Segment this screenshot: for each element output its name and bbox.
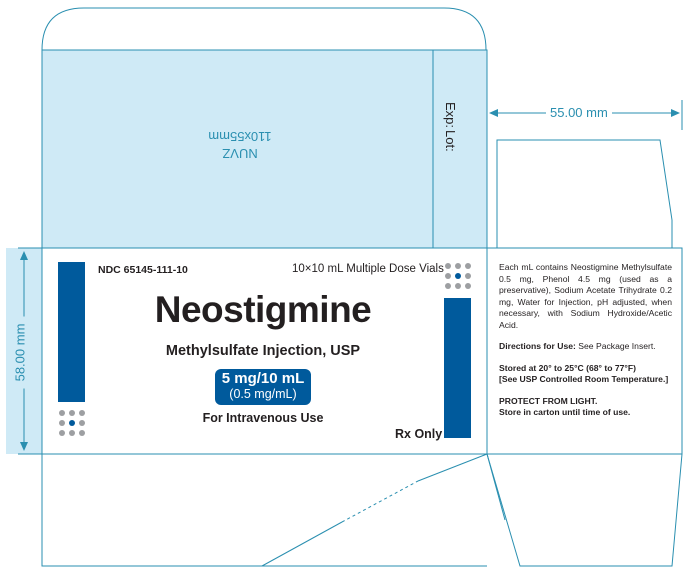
top-flap-code-line2: 110x55mm — [208, 129, 272, 144]
side-panel-text — [499, 262, 672, 429]
width-arrow-right — [671, 109, 680, 117]
protect-line1: PROTECT FROM LIGHT. — [499, 395, 598, 406]
height-dimension-label: 58.00 mm — [13, 317, 28, 389]
directions-label: Directions for Use: — [499, 341, 576, 351]
width-arrow-left — [489, 109, 498, 117]
top-flap-code-line1: NUVZ — [222, 146, 258, 161]
bottom-tuck-slant-end — [418, 454, 487, 481]
right-blue-bar — [444, 298, 471, 438]
strength-box — [215, 369, 311, 405]
side-bottom-diagonal — [487, 454, 505, 520]
storage-line1: Stored at 20° to 25°C (68° to 77°F) — [499, 362, 636, 373]
concentration: (0.5 mg/mL) — [229, 387, 297, 401]
rx-only: Rx Only — [395, 427, 443, 441]
storage — [499, 363, 672, 386]
left-dot-grid — [59, 410, 85, 436]
bottom-tuck-slant — [262, 522, 342, 566]
side-top-dust-flap — [497, 140, 672, 248]
exp-label: Exp: — [443, 102, 458, 129]
generic-name: Methylsulfate Injection, USP — [165, 343, 361, 359]
top-tuck-tab — [42, 8, 486, 50]
brand-name: Neostigmine — [154, 289, 372, 330]
route-of-administration: For Intravenous Use — [202, 411, 324, 425]
bottom-flap-outline — [42, 454, 487, 566]
ingredients: Each mL contains Neostigmine Methylsulfate 0.5 mg, Phenol 4.5 mg (used as a preservative), Sodium Acetate Trihydrate 0.2 mg, Water for Injection, pH adjusted, when necessary, with Sodium Hydroxide/Acetic Acid. — [499, 262, 672, 330]
strength: 5 mg/10 mL — [221, 370, 305, 387]
protect — [499, 396, 672, 419]
left-blue-bar — [58, 262, 85, 402]
storage-line2: [See USP Controlled Room Temperature.] — [499, 374, 669, 384]
lot-label: Lot: — [443, 130, 458, 152]
directions — [499, 341, 672, 353]
pack-size: 10×10 mL Multiple Dose Vials — [292, 263, 444, 275]
right-dot-grid — [445, 263, 471, 289]
top-flap-code — [150, 128, 330, 162]
ndc-number: NDC 65145-111-10 — [98, 264, 188, 276]
bottom-tuck-perforation — [342, 481, 418, 522]
directions-text: See Package Insert. — [578, 341, 656, 351]
width-dimension-label: 55.00 mm — [546, 105, 612, 120]
protect-line2: Store in carton until time of use. — [499, 407, 631, 417]
side-bottom-dust-flap — [487, 454, 682, 566]
